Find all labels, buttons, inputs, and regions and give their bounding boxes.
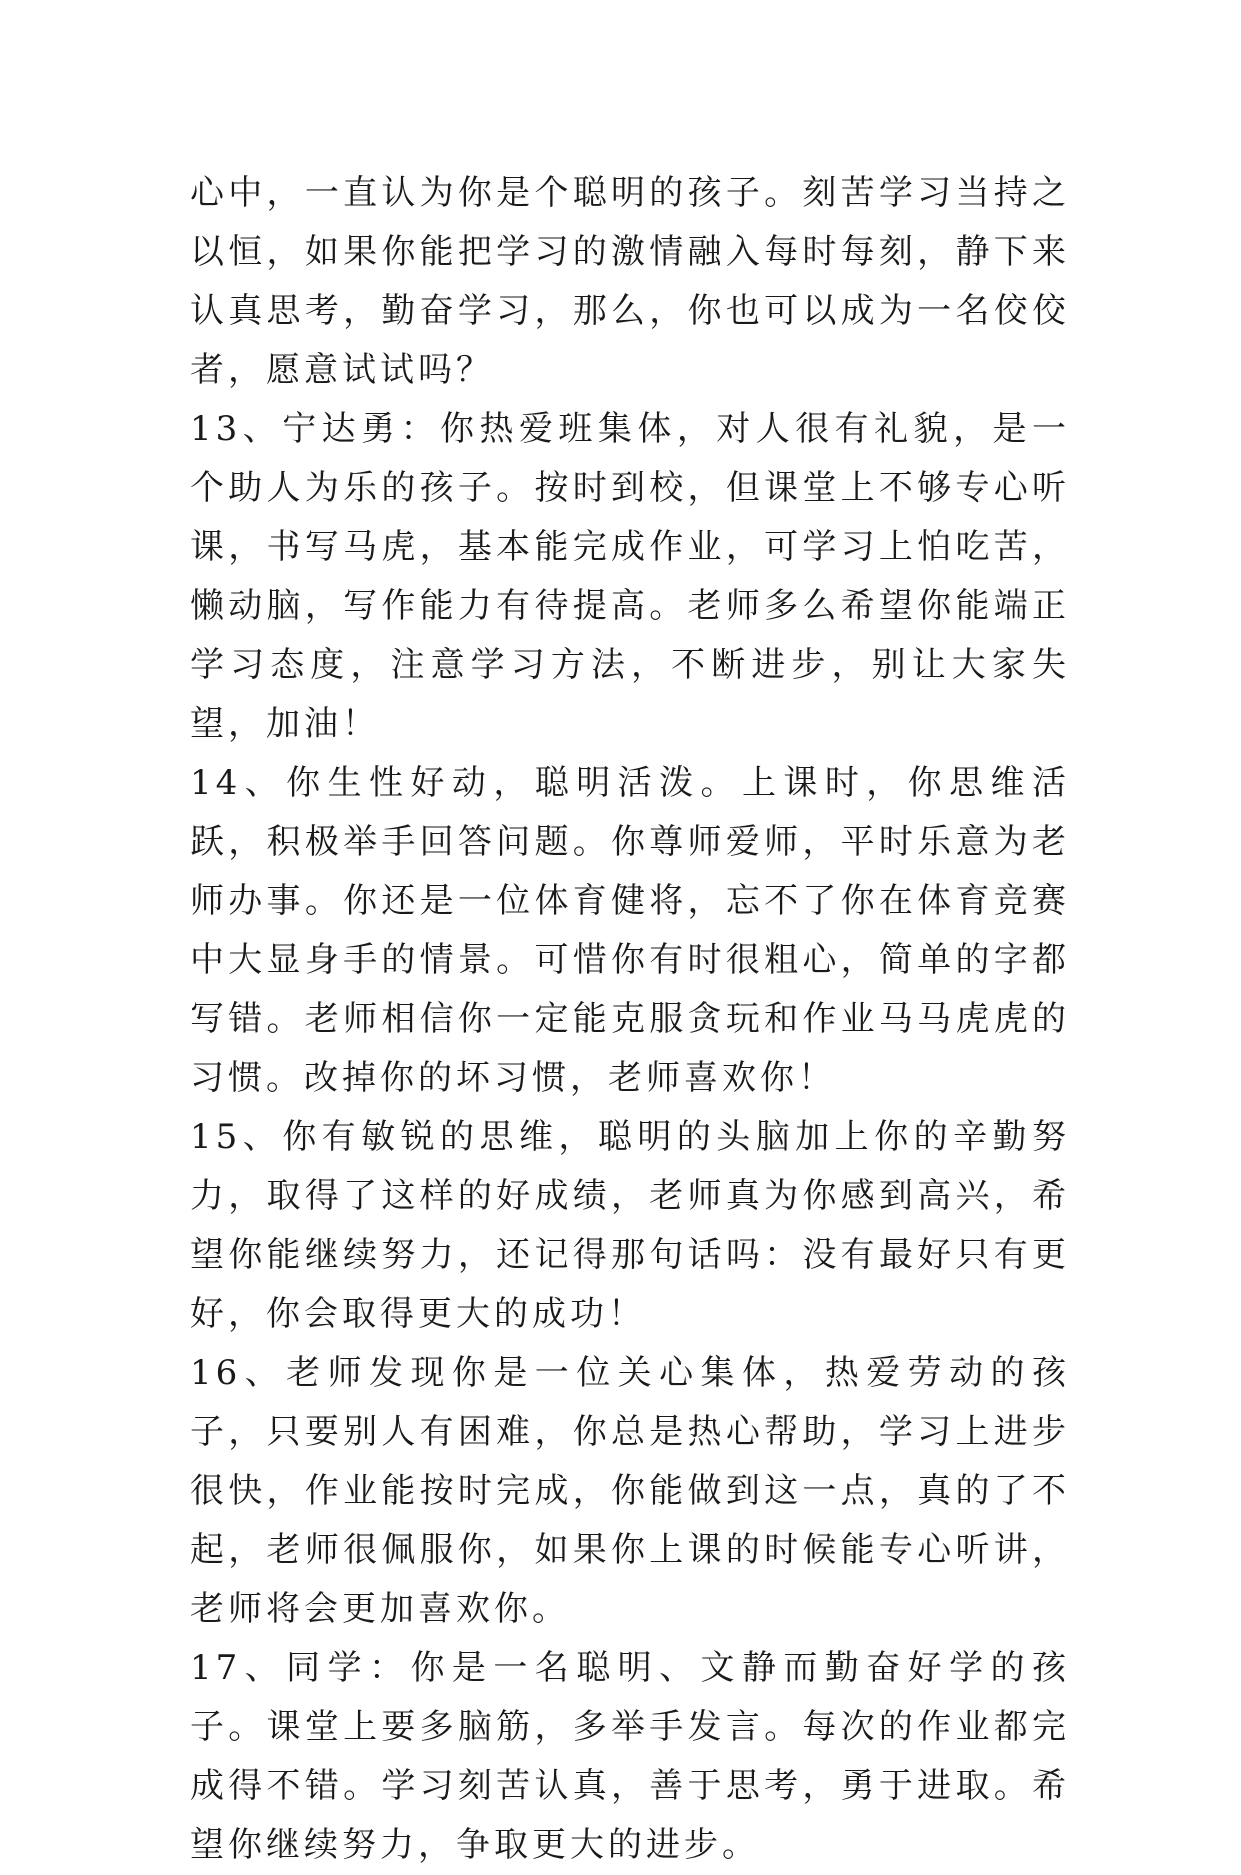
paragraph-13: 13、宁达勇：你热爱班集体，对人很有礼貌，是一个助人为乐的孩子。按时到校，但课堂上不够专心听课，书写马虎，基本能完成作业，可学习上怕吃苦，懒动脑，写作能力有待提高。老师多么希望你能端正学习态度，注意学习方法，不断进步，别让大家失望，加油！ xyxy=(190,409,1070,744)
paragraph-17: 17、同学：你是一名聪明、文静而勤奋好学的孩子。课堂上要多脑筋，多举手发言。每次的作业都完成得不错。学习刻苦认真，善于思考，勇于进取。希望你继续努力，争取更大的进步。 xyxy=(190,1648,1070,1865)
paragraph-15: 15、你有敏锐的思维，聪明的头脑加上你的辛勤努力，取得了这样的好成绩，老师真为你感到高兴，希望你能继续努力，还记得那句话吗：没有最好只有更好，你会取得更大的成功！ xyxy=(190,1117,1070,1334)
paragraph-14: 14、你生性好动，聪明活泼。上课时，你思维活跃，积极举手回答问题。你尊师爱师，平时乐意为老师办事。你还是一位体育健将，忘不了你在体育竞赛中大显身手的情景。可惜你有时很粗心，简单的字都写错。老师相信你一定能克服贪玩和作业马马虎虎的习惯。改掉你的坏习惯，老师喜欢你！ xyxy=(190,763,1070,1098)
paragraph-continuation: 心中，一直认为你是个聪明的孩子。刻苦学习当持之以恒，如果你能把学习的激情融入每时每刻，静下来认真思考，勤奋学习，那么，你也可以成为一名佼佼者，愿意试试吗？ xyxy=(190,173,1070,390)
document-body xyxy=(190,164,1070,1875)
paragraph-16: 16、老师发现你是一位关心集体，热爱劳动的孩子，只要别人有困难，你总是热心帮助，学习上进步很快，作业能按时完成，你能做到这一点，真的了不起，老师很佩服你，如果你上课的时候能专心听讲，老师将会更加喜欢你。 xyxy=(190,1353,1070,1629)
